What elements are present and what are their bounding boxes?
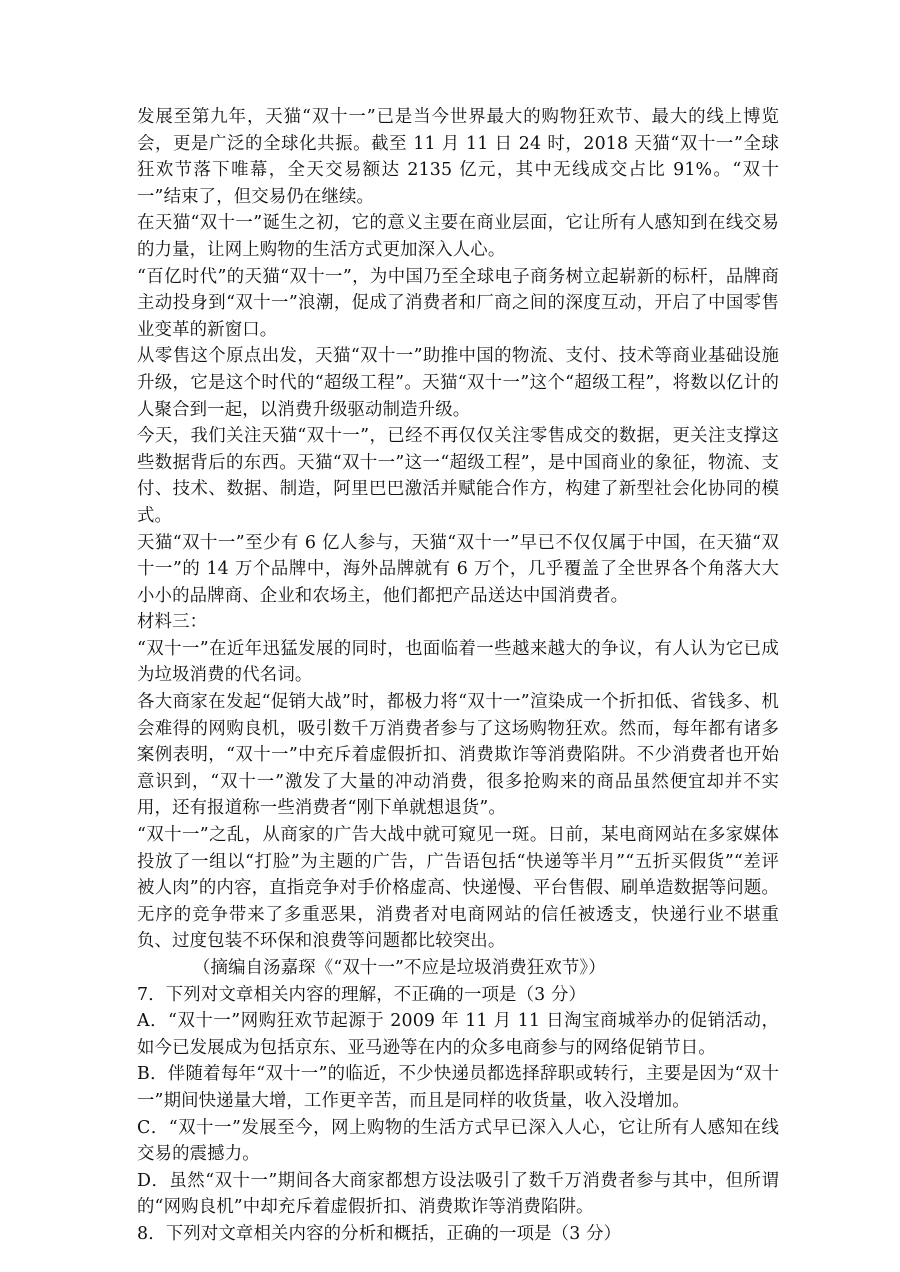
paragraph-6: 天猫“双十一”至少有 6 亿人参与，天猫“双十一”早已不仅仅属于中国，在天猫“双十一”的 14 万个品牌中，海外品牌就有 6 万个，几乎覆盖了全世界各个角落大大小小的品牌商、企业和农场主，他们都把产品送达中国消费者。 <box>137 532 779 606</box>
material-three-heading: 材料三： <box>137 612 208 633</box>
document-body <box>137 104 779 1248</box>
question-7-option-c: C．“双十一”发展至今，网上购物的生活方式早已深入人心，它让所有人感知在线交易的震撼力。 <box>137 1117 779 1165</box>
paragraph-1: 发展至第九年，天猫“双十一”已是当今世界最大的购物狂欢节、最大的线上博览会，更是广泛的全球化共振。截至 11 月 11 日 24 时，2018 天猫“双十一”全球狂欢节落下唯幕，全天交易额达 2135 亿元，其中无线成交占比 91%。“双十一”结束了，但交易仍在继续。 <box>137 107 779 207</box>
paragraph-3: “百亿时代”的天猫“双十一”，为中国乃至全球电子商务树立起崭新的标杆，品牌商主动投身到“双十一”浪潮，促成了消费者和厂商之间的深度互动，开启了中国零售业变革的新窗口。 <box>137 266 779 340</box>
question-7-stem: 7．下列对文章相关内容的理解，不正确的一项是（3 分） <box>137 984 587 1005</box>
paragraph-8: 各大商家在发起“促销大战”时，都极力将“双十一”渲染成一个折扣低、省钱多、机会难得的网购良机，吸引数千万消费者参与了这场购物狂欢。然而，每年都有诸多案例表明，“双十一”中充斥着虚假折扣、消费欺诈等消费陷阱。不少消费者也开始意识到，“双十一”激发了大量的冲动消费，很多抢购来的商品虽然便宜却并不实用，还有报道称一些消费者“刚下单就想退货”。 <box>137 692 779 819</box>
question-8-stem: 8．下列对文章相关内容的分析和概括，正确的一项是（3 分） <box>137 1223 622 1244</box>
paragraph-2: 在天猫“双十一”诞生之初，它的意义主要在商业层面，它让所有人感知到在线交易的力量，让网上购物的生活方式更加深入人心。 <box>137 213 779 260</box>
source-caption: （摘编自汤嘉琛《“双十一”不应是垃圾消费狂欢节》） <box>193 958 606 978</box>
question-7-option-a: A．“双十一”网购狂欢节起源于 2009 年 11 月 11 日淘宝商城举办的促销活动，如今已发展成为包括京东、亚马逊等在内的众多电商参与的网络促销节日。 <box>137 1011 779 1058</box>
question-7-option-d: D．虽然“双十一”期间各大商家都想方设法吸引了数千万消费者参与其中，但所谓的“网购良机”中却充斥着虚假折扣、消费欺诈等消费陷阱。 <box>137 1170 779 1218</box>
paragraph-9: “双十一”之乱，从商家的广告大战中就可窥见一斑。日前，某电商网站在多家媒体投放了一组以“打脸”为主题的广告，广告语包括“快递等半月”“五折买假货”“差评被人肉”的内容，直指竞争对手价格虚高、快递慢、平台售假、刷单造数据等问题。无序的竞争带来了多重恶果，消费者对电商网站的信任被透支，快递行业不堪重负、过度包装不环保和浪费等问题都比较突出。 <box>137 825 779 952</box>
paragraph-5: 今天，我们关注天猫“双十一”，已经不再仅仅关注零售成交的数据，更关注支撑这些数据背后的东西。天猫“双十一”这一“超级工程”，是中国商业的象征，物流、支付、技术、数据、制造，阿里巴巴激活并赋能合作方，构建了新型社会化协同的模式。 <box>137 426 779 526</box>
question-7-option-b: B．伴随着每年“双十一”的临近，不少快递员都选择辞职或转行，主要是因为“双十一”期间快递量大增，工作更辛苦，而且是同样的收货量，收入没增加。 <box>137 1064 779 1111</box>
paragraph-4: 从零售这个原点出发，天猫“双十一”助推中国的物流、支付、技术等商业基础设施升级，它是这个时代的“超级工程”。天猫“双十一”这个“超级工程”，将数以亿计的人聚合到一起，以消费升级驱动制造升级。 <box>137 346 779 420</box>
paragraph-7: “双十一”在近年迅猛发展的同时，也面临着一些越来越大的争议，有人认为它已成为垃圾消费的代名词。 <box>137 638 779 686</box>
